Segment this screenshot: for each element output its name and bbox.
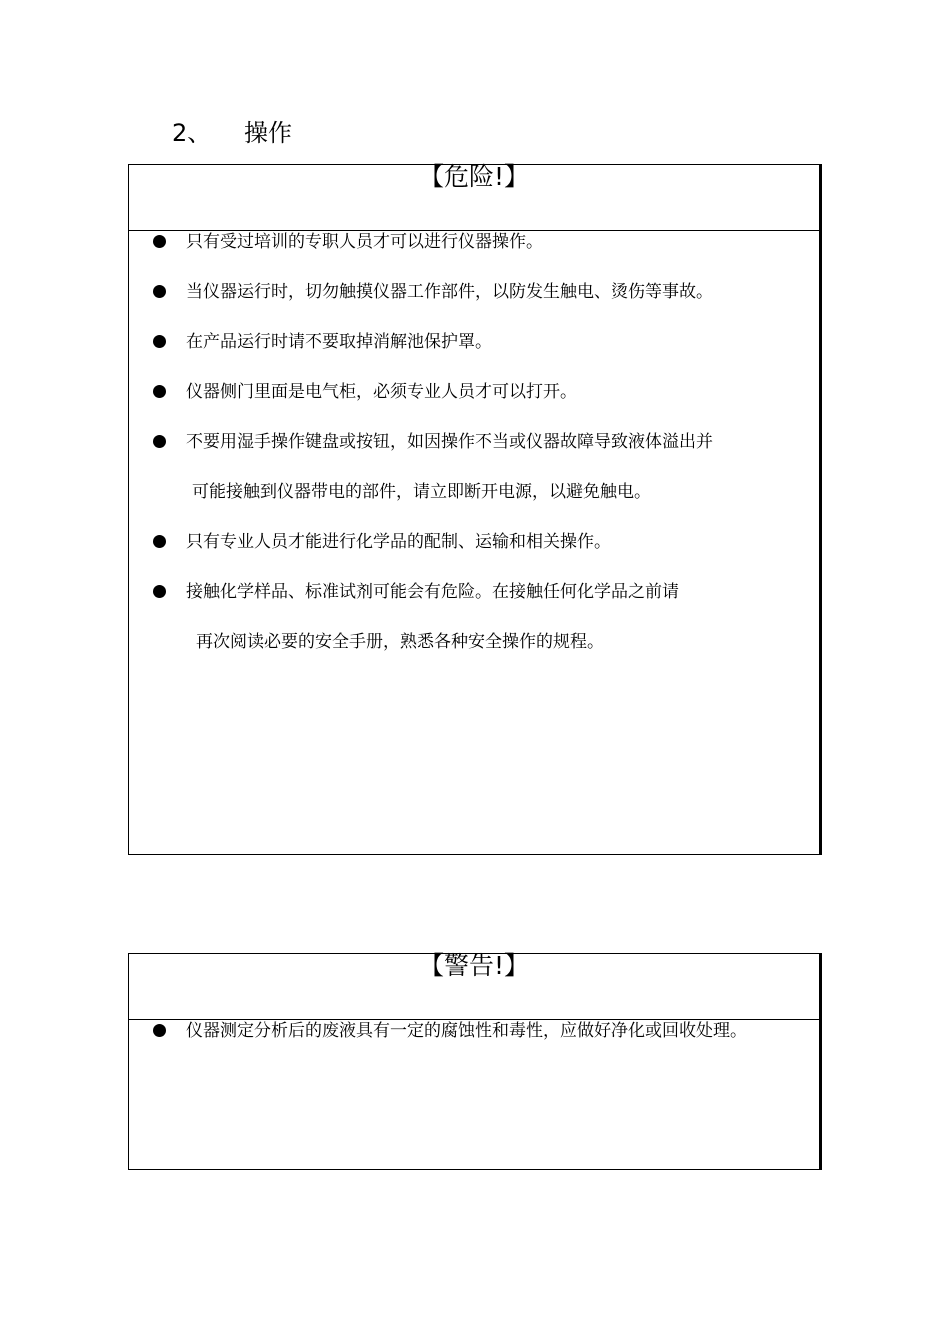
- list-item-text: 只有受过培训的专职人员才可以进行仪器操作。: [186, 232, 543, 252]
- list-item-text: 接触化学样品、标准试剂可能会有危险。在接触任何化学品之前请: [186, 582, 679, 602]
- bullet-icon: [153, 335, 166, 348]
- list-item-continuation: 再次阅读必要的安全手册，熟悉各种安全操作的规程。: [196, 632, 604, 652]
- list-item: [129, 567, 819, 667]
- list-item-continuation: 可能接触到仪器带电的部件，请立即断开电源，以避免触电。: [192, 482, 651, 502]
- bullet-icon: [153, 235, 166, 248]
- section-title: 操作: [244, 119, 292, 147]
- list-item-text: 在产品运行时请不要取掉消解池保护罩。: [186, 332, 492, 352]
- danger-notice-box: [128, 164, 822, 855]
- bullet-icon: [153, 435, 166, 448]
- section-heading: [172, 116, 292, 150]
- warning-notice-box: [128, 953, 822, 1170]
- list-item: [129, 217, 819, 267]
- list-item: [129, 517, 819, 567]
- list-item: [129, 317, 819, 367]
- list-item-text: 当仪器运行时，切勿触摸仪器工作部件，以防发生触电、烫伤等事故。: [186, 282, 713, 302]
- warning-list: [129, 1006, 819, 1056]
- list-item: [129, 417, 819, 517]
- list-item-text: 不要用湿手操作键盘或按钮，如因操作不当或仪器故障导致液体溢出并: [186, 432, 713, 452]
- bullet-icon: [153, 1024, 166, 1037]
- bullet-icon: [153, 585, 166, 598]
- list-item-text: 仪器测定分析后的废液具有一定的腐蚀性和毒性，应做好净化或回收处理。: [186, 1021, 747, 1041]
- section-number: 2、: [172, 119, 212, 147]
- list-item: [129, 1006, 819, 1056]
- bullet-icon: [153, 535, 166, 548]
- list-item-text: 仪器侧门里面是电气柜，必须专业人员才可以打开。: [186, 382, 577, 402]
- list-item-text: 只有专业人员才能进行化学品的配制、运输和相关操作。: [186, 532, 611, 552]
- bullet-icon: [153, 385, 166, 398]
- danger-list: [129, 217, 819, 667]
- list-item: [129, 367, 819, 417]
- warning-header: 【警告!】: [129, 954, 819, 1020]
- bullet-icon: [153, 285, 166, 298]
- list-item: [129, 267, 819, 317]
- danger-header: 【危险!】: [129, 165, 819, 231]
